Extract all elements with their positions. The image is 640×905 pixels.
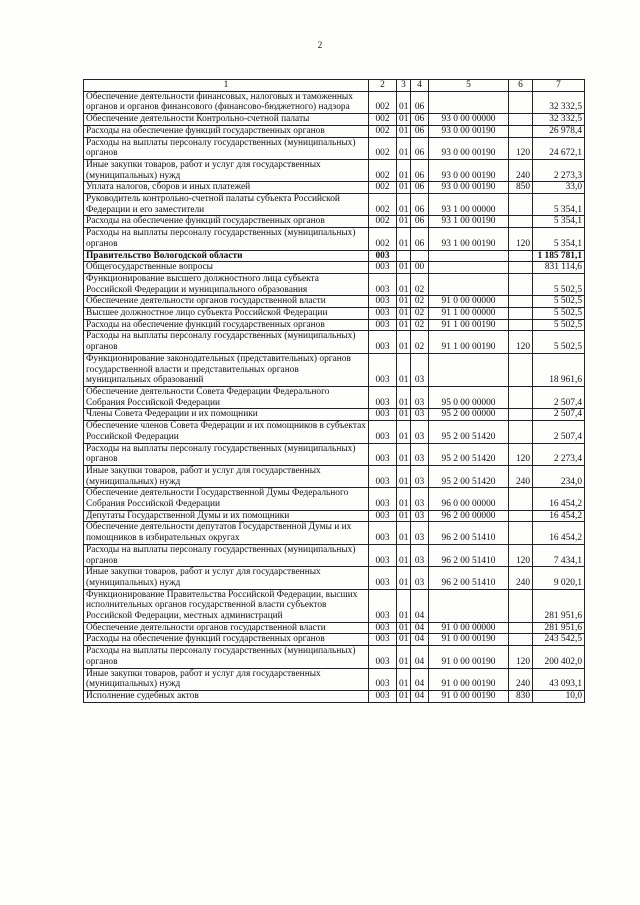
- row-expense-type-cell: 120: [509, 443, 533, 465]
- row-expense-type-cell: [509, 91, 533, 113]
- row-section-cell: 01: [397, 544, 411, 566]
- row-admin-cell: 003: [369, 567, 397, 589]
- row-name-cell: Общегосударственные вопросы: [84, 262, 369, 274]
- row-subsection-cell: 02: [411, 273, 429, 295]
- row-sum-cell: 5 354,1: [533, 194, 585, 216]
- table-row: [84, 443, 585, 465]
- row-name-cell: Функционирование Правительства Российской Федерации, высших исполнительных органов государственной власти субъектов Российской Федерации, местных администраций: [84, 589, 369, 622]
- row-expense-type-cell: [509, 589, 533, 622]
- table-row: [84, 690, 585, 702]
- table-row: [84, 114, 585, 126]
- row-article-cell: [429, 273, 509, 295]
- budget-table: [83, 79, 585, 703]
- row-article-cell: 95 2 00 51420: [429, 421, 509, 443]
- row-name-cell: Депутаты Государственной Думы и их помощники: [84, 510, 369, 522]
- page-number: 2: [317, 40, 323, 50]
- row-section-cell: 01: [397, 409, 411, 421]
- table-row: [84, 353, 585, 386]
- row-name-cell: Расходы на выплаты персоналу государственных (муниципальных) органов: [84, 443, 369, 465]
- table-row: [84, 250, 585, 262]
- row-subsection-cell: 04: [411, 668, 429, 690]
- table-row: [84, 465, 585, 487]
- row-subsection-cell: 06: [411, 216, 429, 228]
- row-name-cell: Обеспечение деятельности финансовых, налоговых и таможенных органов и органов финансового (финансово-бюджетного) надзора: [84, 91, 369, 113]
- row-admin-cell: 002: [369, 228, 397, 250]
- row-admin-cell: 003: [369, 319, 397, 331]
- row-article-cell: 91 1 00 00190: [429, 331, 509, 353]
- header-cell-name: 1: [84, 80, 369, 92]
- row-article-cell: 91 0 00 00190: [429, 646, 509, 668]
- table-row: [84, 589, 585, 622]
- row-admin-cell: 003: [369, 646, 397, 668]
- row-section-cell: 01: [397, 465, 411, 487]
- row-article-cell: 96 0 00 00000: [429, 488, 509, 510]
- row-article-cell: 96 2 00 51410: [429, 522, 509, 544]
- row-subsection-cell: 03: [411, 510, 429, 522]
- row-admin-cell: 003: [369, 634, 397, 646]
- table-row: [84, 488, 585, 510]
- row-section-cell: 01: [397, 421, 411, 443]
- table-row: [84, 125, 585, 137]
- table-row: [84, 159, 585, 181]
- row-name-cell: Обеспечение членов Совета Федерации и их помощников в субъектах Российской Федерации: [84, 421, 369, 443]
- row-section-cell: 01: [397, 262, 411, 274]
- table-row: [84, 622, 585, 634]
- row-sum-cell: 2 273,4: [533, 443, 585, 465]
- row-sum-cell: 33,0: [533, 182, 585, 194]
- row-subsection-cell: 03: [411, 488, 429, 510]
- row-sum-cell: 281 951,6: [533, 622, 585, 634]
- table-row: [84, 331, 585, 353]
- row-expense-type-cell: [509, 409, 533, 421]
- row-subsection-cell: 02: [411, 331, 429, 353]
- row-article-cell: 93 1 00 00190: [429, 216, 509, 228]
- table-row: [84, 634, 585, 646]
- header-cell-article: 5: [429, 80, 509, 92]
- row-article-cell: 95 2 00 51420: [429, 443, 509, 465]
- row-expense-type-cell: 120: [509, 331, 533, 353]
- row-section-cell: 01: [397, 353, 411, 386]
- table-row: [84, 421, 585, 443]
- row-name-cell: Расходы на выплаты персоналу государственных (муниципальных) органов: [84, 544, 369, 566]
- row-admin-cell: 002: [369, 216, 397, 228]
- row-section-cell: 01: [397, 182, 411, 194]
- table-row: [84, 510, 585, 522]
- row-admin-cell: 003: [369, 465, 397, 487]
- row-admin-cell: 003: [369, 331, 397, 353]
- row-section-cell: 01: [397, 522, 411, 544]
- row-section-cell: 01: [397, 622, 411, 634]
- row-name-cell: Расходы на обеспечение функций государственных органов: [84, 125, 369, 137]
- row-sum-cell: 16 454,2: [533, 510, 585, 522]
- row-article-cell: 91 0 00 00190: [429, 690, 509, 702]
- row-section-cell: 01: [397, 443, 411, 465]
- row-section-cell: 01: [397, 634, 411, 646]
- row-sum-cell: 5 354,1: [533, 228, 585, 250]
- row-section-cell: 01: [397, 308, 411, 320]
- row-name-cell: Иные закупки товаров, работ и услуг для государственных (муниципальных) нужд: [84, 465, 369, 487]
- table-row: [84, 646, 585, 668]
- row-article-cell: 91 1 00 00190: [429, 319, 509, 331]
- row-expense-type-cell: [509, 622, 533, 634]
- row-subsection-cell: 02: [411, 319, 429, 331]
- row-article-cell: 91 0 00 00190: [429, 634, 509, 646]
- row-admin-cell: 003: [369, 488, 397, 510]
- row-name-cell: Расходы на выплаты персоналу государственных (муниципальных) органов: [84, 137, 369, 159]
- row-admin-cell: 003: [369, 386, 397, 408]
- row-article-cell: 91 1 00 00000: [429, 308, 509, 320]
- row-expense-type-cell: 830: [509, 690, 533, 702]
- row-subsection-cell: 03: [411, 567, 429, 589]
- row-section-cell: 01: [397, 646, 411, 668]
- row-article-cell: [429, 353, 509, 386]
- row-expense-type-cell: [509, 319, 533, 331]
- row-admin-cell: 002: [369, 137, 397, 159]
- row-expense-type-cell: [509, 510, 533, 522]
- row-expense-type-cell: [509, 488, 533, 510]
- row-name-cell: Обеспечение деятельности Государственной Думы Федерального Собрания Российской Федерации: [84, 488, 369, 510]
- row-section-cell: 01: [397, 114, 411, 126]
- row-subsection-cell: 03: [411, 421, 429, 443]
- row-expense-type-cell: [509, 308, 533, 320]
- row-name-cell: Функционирование законодательных (представительных) органов государственной власти и представительных органов муниципальных образований: [84, 353, 369, 386]
- row-sum-cell: 10,0: [533, 690, 585, 702]
- row-expense-type-cell: 240: [509, 668, 533, 690]
- row-article-cell: [429, 262, 509, 274]
- row-admin-cell: 003: [369, 443, 397, 465]
- row-article-cell: [429, 250, 509, 262]
- row-section-cell: 01: [397, 567, 411, 589]
- row-expense-type-cell: 240: [509, 465, 533, 487]
- row-admin-cell: 002: [369, 159, 397, 181]
- row-admin-cell: 002: [369, 91, 397, 113]
- header-cell-subsection: 4: [411, 80, 429, 92]
- table-row: [84, 567, 585, 589]
- table-row: [84, 137, 585, 159]
- row-sum-cell: 2 507,4: [533, 386, 585, 408]
- row-article-cell: 93 0 00 00190: [429, 125, 509, 137]
- row-sum-cell: 32 332,5: [533, 114, 585, 126]
- row-expense-type-cell: 120: [509, 137, 533, 159]
- table-row: [84, 308, 585, 320]
- row-name-cell: Обеспечение деятельности Совета Федерации Федерального Собрания Российской Федерации: [84, 386, 369, 408]
- row-name-cell: Исполнение судебных актов: [84, 690, 369, 702]
- row-expense-type-cell: [509, 353, 533, 386]
- row-article-cell: 93 0 00 00190: [429, 137, 509, 159]
- row-admin-cell: 003: [369, 510, 397, 522]
- row-sum-cell: 2 507,4: [533, 421, 585, 443]
- row-sum-cell: 243 542,5: [533, 634, 585, 646]
- table-row: [84, 273, 585, 295]
- table-row: [84, 182, 585, 194]
- table-row: [84, 522, 585, 544]
- row-subsection-cell: 03: [411, 522, 429, 544]
- row-article-cell: 95 2 00 51420: [429, 465, 509, 487]
- row-section-cell: 01: [397, 137, 411, 159]
- row-article-cell: [429, 91, 509, 113]
- row-admin-cell: 002: [369, 114, 397, 126]
- row-admin-cell: 003: [369, 353, 397, 386]
- row-article-cell: 91 0 00 00190: [429, 668, 509, 690]
- row-name-cell: Иные закупки товаров, работ и услуг для государственных (муниципальных) нужд: [84, 567, 369, 589]
- row-expense-type-cell: [509, 386, 533, 408]
- row-subsection-cell: 06: [411, 114, 429, 126]
- row-subsection-cell: 03: [411, 353, 429, 386]
- row-sum-cell: 2 273,3: [533, 159, 585, 181]
- row-admin-cell: 002: [369, 194, 397, 216]
- row-subsection-cell: 02: [411, 296, 429, 308]
- row-name-cell: Расходы на обеспечение функций государственных органов: [84, 634, 369, 646]
- row-sum-cell: 5 502,5: [533, 319, 585, 331]
- row-admin-cell: 003: [369, 522, 397, 544]
- row-expense-type-cell: 120: [509, 544, 533, 566]
- table-body: [84, 91, 585, 702]
- row-subsection-cell: 06: [411, 194, 429, 216]
- row-admin-cell: 003: [369, 589, 397, 622]
- row-name-cell: Расходы на обеспечение функций государственных органов: [84, 319, 369, 331]
- row-subsection-cell: [411, 250, 429, 262]
- row-sum-cell: 5 502,5: [533, 296, 585, 308]
- row-subsection-cell: 06: [411, 182, 429, 194]
- row-subsection-cell: 04: [411, 646, 429, 668]
- row-sum-cell: 26 978,4: [533, 125, 585, 137]
- row-admin-cell: 003: [369, 544, 397, 566]
- row-name-cell: Иные закупки товаров, работ и услуг для государственных (муниципальных) нужд: [84, 668, 369, 690]
- table-row: [84, 544, 585, 566]
- row-sum-cell: 831 114,6: [533, 262, 585, 274]
- row-sum-cell: 43 093,1: [533, 668, 585, 690]
- row-name-cell: Расходы на выплаты персоналу государственных (муниципальных) органов: [84, 228, 369, 250]
- row-subsection-cell: 04: [411, 589, 429, 622]
- row-subsection-cell: 02: [411, 308, 429, 320]
- row-section-cell: 01: [397, 331, 411, 353]
- row-subsection-cell: 03: [411, 544, 429, 566]
- row-subsection-cell: 00: [411, 262, 429, 274]
- row-expense-type-cell: [509, 273, 533, 295]
- row-expense-type-cell: 240: [509, 567, 533, 589]
- row-section-cell: [397, 250, 411, 262]
- header-row: [84, 80, 585, 92]
- row-admin-cell: 003: [369, 421, 397, 443]
- row-section-cell: 01: [397, 668, 411, 690]
- row-sum-cell: 32 332,5: [533, 91, 585, 113]
- header-cell-sum: 7: [533, 80, 585, 92]
- row-name-cell: Расходы на выплаты персоналу государственных (муниципальных) органов: [84, 646, 369, 668]
- table-row: [84, 296, 585, 308]
- row-section-cell: 01: [397, 216, 411, 228]
- row-section-cell: 01: [397, 273, 411, 295]
- row-name-cell: Обеспечение деятельности органов государственной власти: [84, 296, 369, 308]
- row-section-cell: 01: [397, 589, 411, 622]
- row-subsection-cell: 03: [411, 386, 429, 408]
- row-name-cell: Высшее должностное лицо субъекта Российской Федерации: [84, 308, 369, 320]
- row-sum-cell: 5 502,5: [533, 273, 585, 295]
- row-sum-cell: 16 454,2: [533, 488, 585, 510]
- row-subsection-cell: 03: [411, 443, 429, 465]
- row-name-cell: Уплата налогов, сборов и иных платежей: [84, 182, 369, 194]
- table-row: [84, 319, 585, 331]
- row-article-cell: 93 1 00 00190: [429, 228, 509, 250]
- row-section-cell: 01: [397, 228, 411, 250]
- row-sum-cell: 2 507,4: [533, 409, 585, 421]
- row-expense-type-cell: [509, 262, 533, 274]
- table-row: [84, 228, 585, 250]
- table-row: [84, 262, 585, 274]
- row-article-cell: 91 0 00 00000: [429, 296, 509, 308]
- row-expense-type-cell: [509, 125, 533, 137]
- row-admin-cell: 003: [369, 296, 397, 308]
- row-expense-type-cell: [509, 114, 533, 126]
- row-section-cell: 01: [397, 319, 411, 331]
- row-expense-type-cell: [509, 216, 533, 228]
- row-subsection-cell: 06: [411, 91, 429, 113]
- row-sum-cell: 9 020,1: [533, 567, 585, 589]
- row-article-cell: 93 0 00 00190: [429, 159, 509, 181]
- row-expense-type-cell: 240: [509, 159, 533, 181]
- row-expense-type-cell: [509, 250, 533, 262]
- row-admin-cell: 003: [369, 668, 397, 690]
- row-sum-cell: 1 185 781,1: [533, 250, 585, 262]
- table-row: [84, 668, 585, 690]
- row-section-cell: 01: [397, 510, 411, 522]
- row-admin-cell: 003: [369, 308, 397, 320]
- row-admin-cell: 003: [369, 690, 397, 702]
- row-subsection-cell: 06: [411, 125, 429, 137]
- row-section-cell: 01: [397, 386, 411, 408]
- table-row: [84, 409, 585, 421]
- row-subsection-cell: 04: [411, 634, 429, 646]
- row-expense-type-cell: [509, 421, 533, 443]
- row-expense-type-cell: 120: [509, 228, 533, 250]
- row-admin-cell: 003: [369, 273, 397, 295]
- row-sum-cell: 7 434,1: [533, 544, 585, 566]
- row-article-cell: 93 1 00 00000: [429, 194, 509, 216]
- row-name-cell: Иные закупки товаров, работ и услуг для государственных (муниципальных) нужд: [84, 159, 369, 181]
- row-expense-type-cell: 120: [509, 646, 533, 668]
- row-article-cell: 96 2 00 51410: [429, 544, 509, 566]
- row-expense-type-cell: 850: [509, 182, 533, 194]
- header-cell-section: 3: [397, 80, 411, 92]
- row-subsection-cell: 06: [411, 137, 429, 159]
- row-section-cell: 01: [397, 488, 411, 510]
- row-expense-type-cell: [509, 296, 533, 308]
- row-sum-cell: 200 402,0: [533, 646, 585, 668]
- row-article-cell: 93 0 00 00000: [429, 114, 509, 126]
- row-sum-cell: 16 454,2: [533, 522, 585, 544]
- row-article-cell: 95 0 00 00000: [429, 386, 509, 408]
- row-section-cell: 01: [397, 194, 411, 216]
- row-sum-cell: 5 502,5: [533, 331, 585, 353]
- row-name-cell: Расходы на обеспечение функций государственных органов: [84, 216, 369, 228]
- row-name-cell: Расходы на выплаты персоналу государственных (муниципальных) органов: [84, 331, 369, 353]
- table-row: [84, 194, 585, 216]
- row-subsection-cell: 03: [411, 409, 429, 421]
- row-section-cell: 01: [397, 690, 411, 702]
- row-expense-type-cell: [509, 194, 533, 216]
- row-name-cell: Члены Совета Федерации и их помощники: [84, 409, 369, 421]
- row-name-cell: Правительство Вологодской области: [84, 250, 369, 262]
- header-cell-admin: 2: [369, 80, 397, 92]
- row-sum-cell: 5 354,1: [533, 216, 585, 228]
- row-section-cell: 01: [397, 296, 411, 308]
- row-subsection-cell: 03: [411, 465, 429, 487]
- table-row: [84, 386, 585, 408]
- row-name-cell: Обеспечение деятельности органов государственной власти: [84, 622, 369, 634]
- row-article-cell: 93 0 00 00190: [429, 182, 509, 194]
- row-article-cell: [429, 589, 509, 622]
- row-sum-cell: 281 951,6: [533, 589, 585, 622]
- row-admin-cell: 003: [369, 622, 397, 634]
- row-sum-cell: 18 961,6: [533, 353, 585, 386]
- row-name-cell: Обеспечение деятельности Контрольно-счетной палаты: [84, 114, 369, 126]
- row-admin-cell: 003: [369, 250, 397, 262]
- row-section-cell: 01: [397, 159, 411, 181]
- row-subsection-cell: 06: [411, 228, 429, 250]
- row-name-cell: Руководитель контрольно-счетной палаты субъекта Российской Федерации и его заместители: [84, 194, 369, 216]
- row-sum-cell: 5 502,5: [533, 308, 585, 320]
- row-section-cell: 01: [397, 125, 411, 137]
- row-admin-cell: 003: [369, 262, 397, 274]
- row-subsection-cell: 04: [411, 690, 429, 702]
- row-article-cell: 95 2 00 00000: [429, 409, 509, 421]
- table-row: [84, 91, 585, 113]
- row-expense-type-cell: [509, 634, 533, 646]
- row-subsection-cell: 06: [411, 159, 429, 181]
- row-article-cell: 96 2 00 51410: [429, 567, 509, 589]
- row-expense-type-cell: [509, 522, 533, 544]
- row-admin-cell: 002: [369, 182, 397, 194]
- row-subsection-cell: 04: [411, 622, 429, 634]
- row-admin-cell: 002: [369, 125, 397, 137]
- row-admin-cell: 003: [369, 409, 397, 421]
- row-sum-cell: 24 672,1: [533, 137, 585, 159]
- row-sum-cell: 234,0: [533, 465, 585, 487]
- row-section-cell: 01: [397, 91, 411, 113]
- row-article-cell: 91 0 00 00000: [429, 622, 509, 634]
- row-name-cell: Функционирование высшего должностного лица субъекта Российской Федерации и муниципального образования: [84, 273, 369, 295]
- row-article-cell: 96 2 00 00000: [429, 510, 509, 522]
- row-name-cell: Обеспечение деятельности депутатов Государственной Думы и их помощников в избирательных округах: [84, 522, 369, 544]
- header-cell-expense-type: 6: [509, 80, 533, 92]
- table-row: [84, 216, 585, 228]
